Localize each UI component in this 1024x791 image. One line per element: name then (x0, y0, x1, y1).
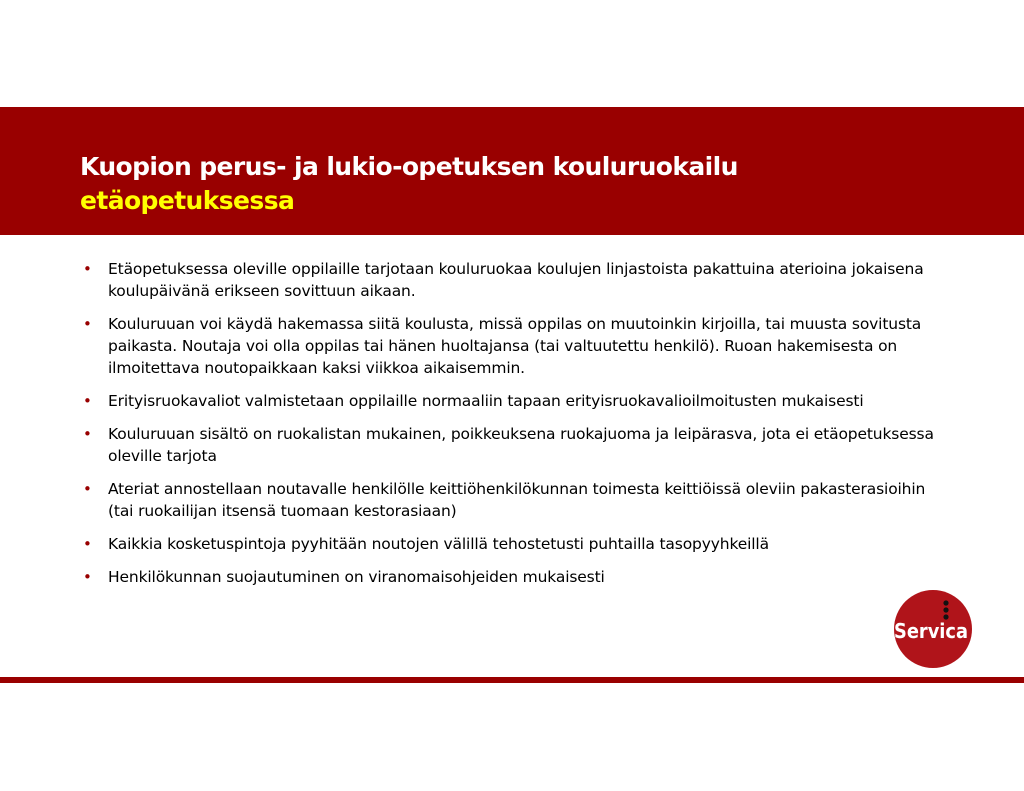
bullet-item (83, 533, 953, 555)
bullet-text: Kouluruuan sisältö on ruokalistan mukainen, poikkeuksena ruokajuoma ja leipärasva, jota ei etäopetuksessa oleville tarjota (108, 425, 934, 465)
bullet-dot-icon: • (83, 392, 92, 410)
bullet-list (83, 258, 953, 599)
bullet-dot-icon: • (83, 260, 92, 278)
logo-dot-1 (943, 600, 948, 605)
bullet-dot-icon: • (83, 568, 92, 586)
bullet-dot-icon: • (83, 425, 92, 443)
bullet-item (83, 390, 953, 412)
bullet-dot-icon: • (83, 480, 92, 498)
logo-text: Servica (894, 619, 968, 643)
bullet-text: Etäopetuksessa oleville oppilaille tarjotaan kouluruokaa koulujen linjastoista pakattuina aterioina jokaisena koulupäivänä erikseen sovittuun aikaan. (108, 260, 924, 300)
bullet-item (83, 258, 953, 302)
title-line-1: Kuopion perus- ja lukio-opetuksen kouluruokailu (80, 152, 738, 181)
title-line-2: etäopetuksessa (80, 186, 295, 215)
bullet-item (83, 566, 953, 588)
bullet-text: Ateriat annostellaan noutavalle henkilölle keittiöhenkilökunnan toimesta keittiöissä oleviin pakasterasioihin (tai ruokailijan itsensä tuomaan kestorasiaan) (108, 480, 926, 520)
bullet-dot-icon: • (83, 315, 92, 333)
bullet-item (83, 313, 953, 379)
bullet-text: Kouluruuan voi käydä hakemassa siitä koulusta, missä oppilas on muutoinkin kirjoilla, tai muusta sovitusta paikasta. Noutaja voi olla oppilas tai hänen huoltajansa (tai valtuutettu henkilö). Ruoan hakemisesta on ilmoitettava noutopaikkaan kaksi viikkoa aikaisemmin. (108, 315, 922, 377)
bullet-item (83, 478, 953, 522)
bullet-dot-icon: • (83, 535, 92, 553)
servica-logo-icon (894, 590, 972, 668)
bullet-text: Erityisruokavaliot valmistetaan oppilaille normaaliin tapaan erityisruokavalioilmoitusten mukaisesti (108, 392, 864, 410)
bottom-rule (0, 677, 1024, 683)
bullet-text: Kaikkia kosketuspintoja pyyhitään noutojen välillä tehostetusti puhtailla tasopyyhkeillä (108, 535, 769, 553)
bullet-text: Henkilökunnan suojautuminen on viranomaisohjeiden mukaisesti (108, 568, 605, 586)
bullet-item (83, 423, 953, 467)
slide-title (80, 150, 738, 218)
logo-dot-2 (943, 607, 948, 612)
